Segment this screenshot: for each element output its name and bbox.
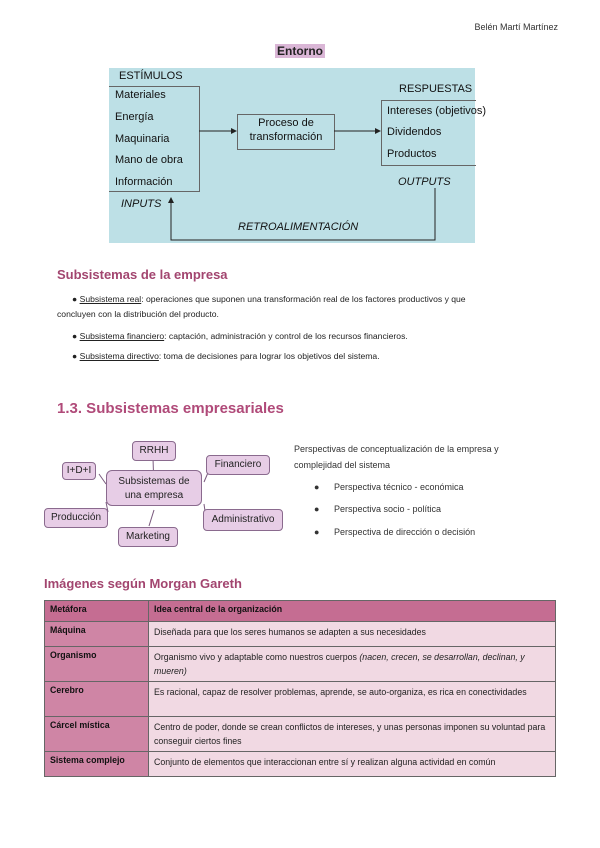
proceso-label: Proceso de (258, 117, 314, 129)
header-idea: Idea central de la organización (149, 601, 556, 622)
retroalimentacion-label: RETROALIMENTACIÓN (238, 221, 359, 233)
output-item: Dividendos (387, 126, 442, 138)
perspectiva-item: ● Perspectiva técnico - económica (314, 482, 464, 492)
metafora-cell: Sistema complejo (45, 752, 149, 777)
perspectiva-item: ● Perspectiva socio - política (314, 504, 442, 514)
idea-cell: Es racional, capaz de resolver problemas, aprende, se auto-organiza, es rica en conectividades (149, 682, 556, 717)
node-idi: I+D+I (62, 462, 96, 480)
perspectiva-item: ● Perspectiva de dirección o decisión (314, 527, 476, 537)
node-produccion: Producción (44, 508, 108, 528)
idea-cell: Conjunto de elementos que interaccionan entre sí y realizan alguna actividad en común (149, 752, 556, 777)
author-name: Belén Martí Martínez (474, 22, 558, 32)
metafora-cell: Cerebro (45, 682, 149, 717)
perspectivas-intro: Perspectivas de conceptualización de la empresa y complejidad del sistema (294, 444, 499, 470)
metafora-cell: Máquina (45, 622, 149, 647)
metafora-cell: Cárcel mística (45, 717, 149, 752)
idea-cell: Organismo vivo y adaptable como nuestros cuerpos (nacen, crecen, se desarrollan, declinan, y mueren) (149, 647, 556, 682)
section-title: 1.3. Subsistemas empresariales (57, 400, 284, 417)
entorno-title: Entorno (277, 44, 323, 58)
node-rrhh: RRHH (132, 441, 176, 461)
input-item: Energía (115, 111, 154, 123)
table-row (45, 622, 556, 647)
estimulos-label: ESTÍMULOS (119, 70, 183, 82)
table-row (45, 647, 556, 682)
subsistemas-title: Subsistemas de la empresa (57, 267, 228, 282)
input-item: Materiales (115, 89, 166, 101)
subsistema-real-cont: concluyen con la distribución del producto. (57, 309, 219, 319)
subsistema-directivo-item: ● Subsistema directivo: toma de decisiones para lograr los objetivos del sistema. (72, 351, 380, 361)
output-item: Productos (387, 148, 437, 160)
input-item: Mano de obra (115, 154, 183, 166)
table-row (45, 682, 556, 717)
subsistema-financiero-item: ● Subsistema financiero: captación, administración y control de los recursos financieros. (72, 331, 408, 341)
idea-cell: Centro de poder, donde se crean conflictos de intereses, y unas personas imponen su voluntad para conseguir ciertos fines (149, 717, 556, 752)
metafora-cell: Organismo (45, 647, 149, 682)
table-row (45, 752, 556, 777)
input-item: Maquinaria (115, 133, 170, 145)
table-header-row (45, 601, 556, 622)
morgan-table (44, 600, 556, 777)
table-row (45, 717, 556, 752)
node-administrativo: Administrativo (203, 509, 283, 531)
header-metafora: Metáfora (45, 601, 149, 622)
node-marketing: Marketing (118, 527, 178, 547)
morgan-title: Imágenes según Morgan Gareth (44, 576, 242, 591)
outputs-label: OUTPUTS (398, 176, 451, 188)
proceso-label: transformación (249, 131, 323, 143)
entorno-diagram (109, 68, 487, 243)
output-item: Intereses (objetivos) (387, 105, 487, 117)
input-item: Información (115, 176, 173, 188)
subsistema-real-item: ● Subsistema real: operaciones que suponen una transformación real de los factores productivos y que (72, 294, 466, 304)
diagram-arrows (109, 68, 475, 243)
center-node: Subsistemas de una empresa (106, 470, 202, 506)
idea-cell: Diseñada para que los seres humanos se adapten a sus necesidades (149, 622, 556, 647)
node-financiero: Financiero (206, 455, 270, 475)
respuestas-label: RESPUESTAS (399, 83, 473, 95)
inputs-label: INPUTS (121, 198, 162, 210)
